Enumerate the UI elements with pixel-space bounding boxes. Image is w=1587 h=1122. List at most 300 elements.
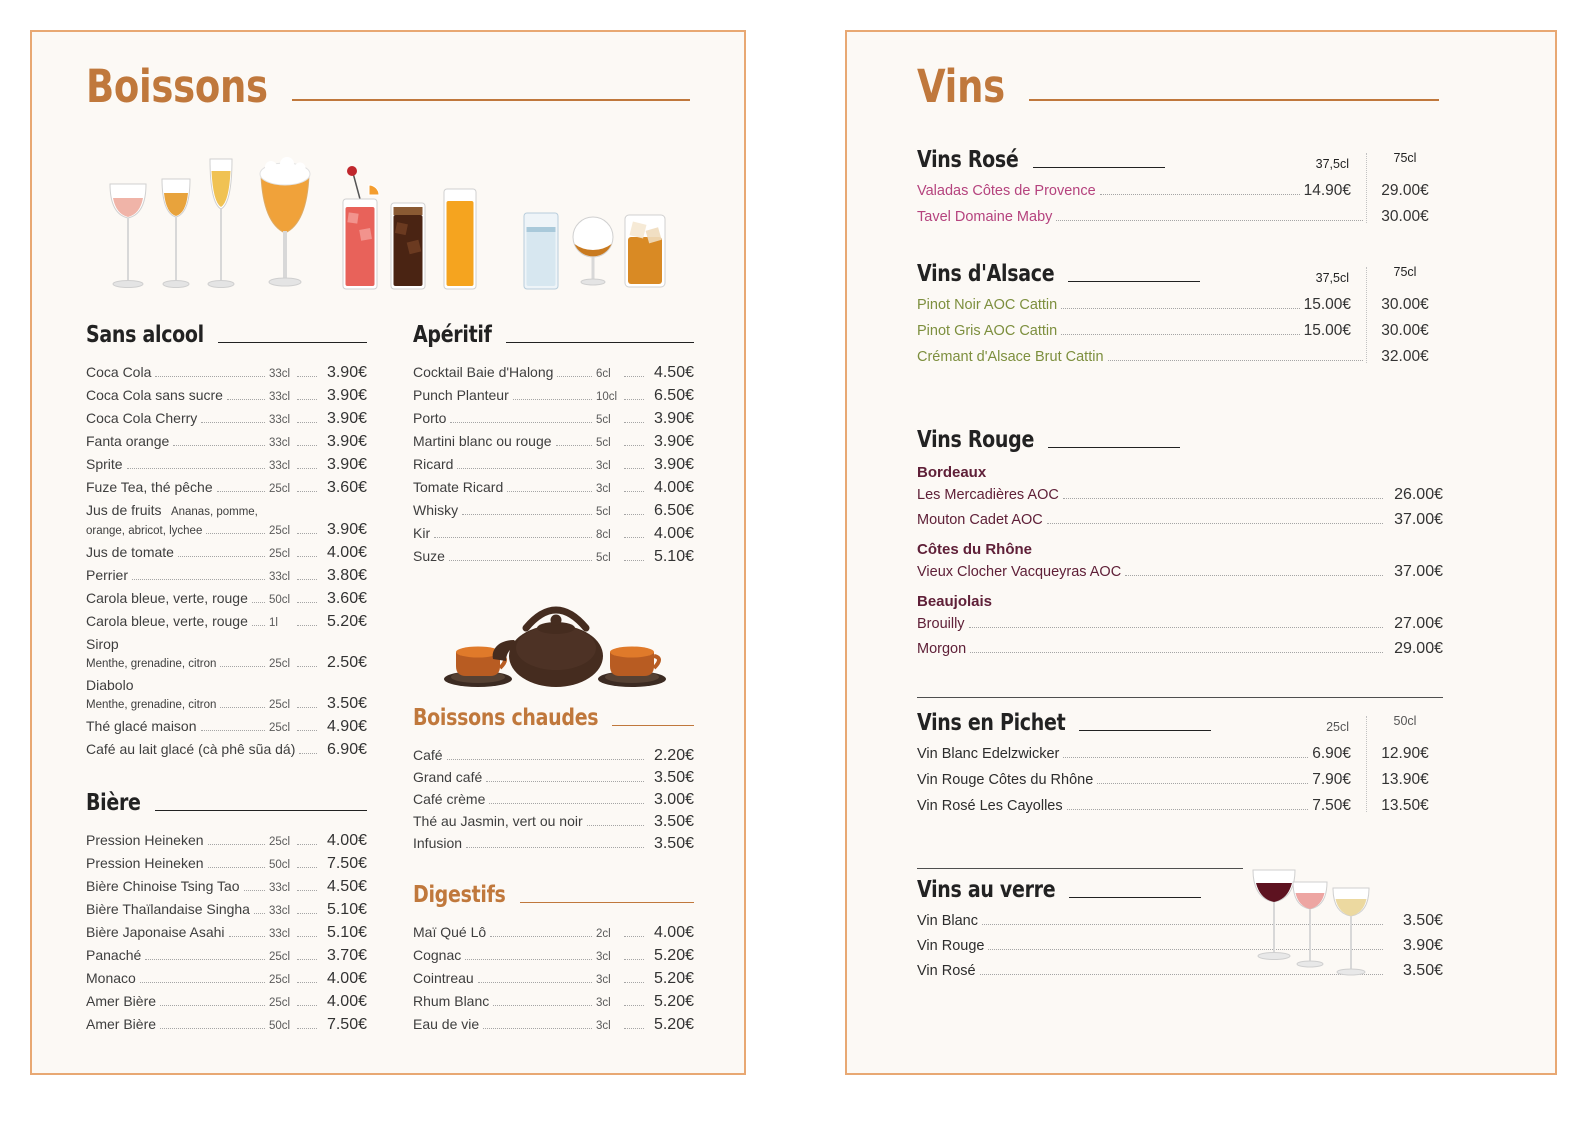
item-price: 37.00€	[1394, 511, 1443, 528]
menu-item-row	[86, 830, 367, 852]
dotted-leader	[624, 514, 644, 515]
item-price: 3.50€	[1402, 962, 1443, 979]
item-price: 5.20€	[653, 993, 694, 1010]
dotted-leader	[1047, 523, 1383, 524]
item-price: 29.00€	[1394, 640, 1443, 657]
dotted-leader	[217, 491, 265, 492]
group-title-beaujolais: Beaujolais	[917, 593, 993, 610]
item-price-col2: 30.00€	[1381, 322, 1429, 339]
menu-item-row	[86, 675, 367, 715]
beer-glass-icon	[260, 157, 310, 286]
dotted-leader	[490, 936, 592, 937]
item-volume: 25cl	[269, 722, 291, 734]
item-name: Carola bleue, verte, rouge	[86, 590, 248, 606]
item-name: Punch Planteur	[413, 387, 509, 403]
item-volume: 8cl	[596, 529, 611, 541]
item-price: 4.00€	[326, 993, 367, 1010]
item-name: Les Mercadières AOC	[917, 487, 1059, 503]
dotted-leader	[297, 376, 317, 377]
item-price: 5.20€	[653, 1016, 694, 1033]
dotted-leader	[489, 803, 644, 804]
item-price: 2.50€	[326, 654, 367, 671]
aperitif-header	[413, 321, 694, 348]
menu-item-row	[413, 477, 694, 499]
item-volume: 3cl	[596, 483, 611, 495]
item-price-col1: 15.00€	[1303, 322, 1351, 339]
water-glass-icon	[524, 213, 558, 289]
dotted-leader	[297, 982, 317, 983]
dotted-leader	[297, 890, 317, 891]
dotted-leader	[297, 1005, 317, 1006]
dotted-leader	[220, 666, 265, 667]
wine-item-row	[917, 207, 1443, 227]
item-price: 2.20€	[653, 747, 694, 764]
dotted-leader	[252, 602, 265, 603]
item-price: 6.90€	[326, 741, 367, 758]
item-price: 3.80€	[326, 567, 367, 584]
item-volume: 33cl	[269, 368, 291, 380]
item-detail-line	[86, 694, 367, 715]
menu-item-row	[86, 408, 367, 430]
column-header-75cl: 75cl	[1393, 265, 1417, 279]
dotted-leader	[507, 491, 592, 492]
dotted-leader	[229, 936, 265, 937]
item-name: Cointreau	[413, 970, 474, 986]
wine-item-row	[917, 936, 1443, 956]
item-name: Grand café	[413, 769, 483, 785]
digestifs-header	[413, 881, 694, 908]
item-name: Fanta orange	[86, 433, 170, 449]
title-rule	[292, 99, 690, 101]
dotted-leader	[1056, 220, 1363, 221]
menu-item-row	[413, 811, 694, 832]
vins-alsace-header	[917, 260, 1443, 287]
dotted-leader	[624, 445, 644, 446]
aperitif-list	[413, 362, 694, 568]
item-price: 3.90€	[653, 410, 694, 427]
menu-item-row	[86, 385, 367, 407]
dotted-leader	[1063, 757, 1308, 758]
item-price-col2: 30.00€	[1381, 208, 1429, 225]
item-price: 3.00€	[653, 791, 694, 808]
dotted-leader	[465, 959, 592, 960]
dotted-leader	[297, 730, 317, 731]
menu-item-row	[413, 833, 694, 854]
item-name: Brouilly	[917, 616, 965, 632]
item-price: 4.00€	[326, 832, 367, 849]
section-title-digestifs: Digestifs	[413, 881, 506, 908]
dotted-leader	[206, 533, 265, 534]
vins-pichet-header	[917, 709, 1443, 736]
dotted-leader	[447, 759, 644, 760]
section-title-biere: Bière	[86, 789, 141, 816]
section-vins-au-verre	[917, 876, 1443, 981]
menu-item-row	[86, 899, 367, 921]
item-name: Cocktail Baie d'Halong	[413, 364, 554, 380]
menu-item-row	[86, 500, 367, 541]
item-price: 5.20€	[653, 970, 694, 987]
dotted-leader	[297, 1028, 317, 1029]
item-price-col1: 7.50€	[1312, 797, 1351, 814]
item-price: 3.90€	[326, 410, 367, 427]
wine-item-row	[917, 295, 1443, 315]
dotted-leader	[970, 652, 1383, 653]
item-volume: 33cl	[269, 905, 291, 917]
right-column	[413, 321, 694, 1037]
dotted-leader	[297, 913, 317, 914]
item-volume: 25cl	[269, 997, 291, 1009]
menu-item-row	[86, 362, 367, 384]
item-name: Jus de tomate	[86, 544, 174, 560]
wine-item-row	[917, 485, 1443, 505]
item-price: 7.50€	[326, 855, 367, 872]
item-name: Amer Bière	[86, 1016, 157, 1032]
dotted-leader	[297, 445, 317, 446]
item-volume: 5cl	[596, 414, 611, 426]
section-title-boissons-chaudes: Boissons chaudes	[413, 704, 599, 731]
item-name: Perrier	[86, 567, 129, 583]
dotted-leader	[556, 445, 592, 446]
wine-item-row	[917, 961, 1443, 981]
item-note: Ananas, pomme,	[170, 506, 258, 518]
group-title-bordeaux: Bordeaux	[917, 464, 987, 481]
menu-item-row	[413, 991, 694, 1013]
dotted-leader	[297, 959, 317, 960]
item-name: Tavel Domaine Maby	[917, 209, 1053, 225]
dotted-leader	[244, 890, 265, 891]
item-name: Monaco	[86, 970, 136, 986]
menu-item-row	[86, 716, 367, 738]
dotted-leader	[132, 579, 265, 580]
wine-item-row	[917, 744, 1443, 764]
item-price: 3.90€	[326, 364, 367, 381]
item-name: Suze	[413, 548, 445, 564]
menu-item-row	[413, 745, 694, 766]
dotted-leader	[513, 399, 592, 400]
section-title-vins-rouge: Vins Rouge	[917, 426, 1035, 453]
item-name: Rhum Blanc	[413, 993, 490, 1009]
menu-item-row	[86, 565, 367, 587]
dotted-leader	[624, 399, 644, 400]
boissons-chaudes-list	[413, 745, 694, 854]
item-volume: 50cl	[269, 1020, 291, 1032]
wine-item-row	[917, 770, 1443, 790]
item-name: Coca Cola	[86, 364, 152, 380]
menu-item-row	[413, 546, 694, 568]
dotted-leader	[624, 537, 644, 538]
item-name: Café	[413, 747, 443, 763]
section-title-aperitif: Apéritif	[413, 321, 492, 348]
cola-glass-icon	[391, 203, 425, 289]
wine-item-row	[917, 562, 1443, 582]
dotted-leader	[297, 936, 317, 937]
dotted-leader	[478, 982, 592, 983]
item-price-col1: 15.00€	[1303, 296, 1351, 313]
item-price: 4.00€	[653, 924, 694, 941]
item-price: 3.90€	[326, 456, 367, 473]
dotted-leader	[297, 844, 317, 845]
item-price: 4.00€	[653, 525, 694, 542]
dotted-leader	[145, 959, 265, 960]
vins-rouge-header	[917, 426, 1443, 453]
item-price: 3.50€	[326, 695, 367, 712]
menu-item-row	[86, 588, 367, 610]
section-rule	[155, 810, 367, 811]
item-name: Café au lait glacé (cà phê sũa dá)	[86, 741, 296, 757]
item-volume: 25cl	[269, 658, 291, 670]
vins-rose-header	[917, 146, 1443, 173]
item-name: Tomate Ricard	[413, 479, 504, 495]
dotted-leader	[220, 707, 265, 708]
item-volume: 3cl	[596, 951, 611, 963]
sans-alcool-list	[86, 362, 367, 760]
item-name: Coca Cola Cherry	[86, 410, 198, 426]
menu-item-row	[86, 477, 367, 499]
biere-list	[86, 830, 367, 1036]
item-volume: 1l	[269, 617, 278, 629]
sherry-glass-icon	[162, 179, 190, 288]
vins-rose-list	[917, 181, 1443, 227]
item-name: Vieux Clocher Vacqueyras AOC	[917, 564, 1122, 580]
item-price-col2: 30.00€	[1381, 296, 1429, 313]
item-price: 27.00€	[1394, 615, 1443, 632]
dotted-leader	[297, 707, 317, 708]
teapot-photo	[413, 578, 694, 703]
menu-item-row	[413, 454, 694, 476]
dotted-leader	[988, 949, 1383, 950]
left-column	[86, 321, 367, 1037]
column-header-37-5cl: 37,5cl	[1315, 271, 1349, 285]
item-volume: 33cl	[269, 414, 291, 426]
item-price: 6.50€	[653, 502, 694, 519]
item-price-col2: 32.00€	[1381, 348, 1429, 365]
section-title-vins-au-verre: Vins au verre	[917, 876, 1056, 903]
item-name: Pinot Noir AOC Cattin	[917, 297, 1058, 313]
section-vins-rose	[917, 146, 1443, 227]
wine-item-row	[917, 181, 1443, 201]
wine-item-row	[917, 614, 1443, 634]
item-name: Crémant d'Alsace Brut Cattin	[917, 349, 1104, 365]
boissons-chaudes-header	[413, 704, 694, 731]
item-name: Pression Heineken	[86, 855, 204, 871]
item-price: 3.90€	[1402, 937, 1443, 954]
item-name: Porto	[413, 410, 447, 426]
right-teacup-icon	[598, 647, 666, 688]
item-price-col2: 12.90€	[1381, 745, 1429, 762]
item-volume: 3cl	[596, 974, 611, 986]
item-name: Diabolo	[86, 677, 134, 693]
dotted-leader	[201, 730, 265, 731]
boissons-header	[86, 60, 694, 113]
item-volume: 6cl	[596, 368, 611, 380]
item-volume: 25cl	[269, 951, 291, 963]
dotted-leader	[1097, 783, 1308, 784]
item-price: 3.50€	[653, 769, 694, 786]
column-header-75cl: 75cl	[1393, 151, 1417, 165]
brandy-snifter-icon	[573, 217, 613, 285]
menu-item-row	[413, 1014, 694, 1036]
wine-item-row	[917, 796, 1443, 816]
item-price: 3.50€	[653, 835, 694, 852]
dotted-leader	[1061, 334, 1299, 335]
item-price: 3.90€	[326, 433, 367, 450]
menu-item-row	[86, 945, 367, 967]
dotted-leader	[1108, 360, 1363, 361]
dotted-leader	[624, 1005, 644, 1006]
dotted-leader	[466, 847, 644, 848]
item-name: Kir	[413, 525, 431, 541]
menu-item-row	[413, 789, 694, 810]
item-name: Jus de fruits	[86, 502, 162, 518]
menu-item-row	[413, 968, 694, 990]
dotted-leader	[434, 537, 592, 538]
section-divider	[917, 697, 1443, 698]
dotted-leader	[160, 1028, 265, 1029]
section-divider	[917, 868, 1243, 869]
item-price-col1: 7.90€	[1312, 771, 1351, 788]
menu-item-row	[86, 991, 367, 1013]
item-subtext: Menthe, grenadine, citron	[86, 699, 217, 711]
vins-verre-list	[917, 911, 1443, 981]
dotted-leader	[624, 936, 644, 937]
item-name-line	[86, 634, 367, 653]
dotted-leader	[624, 491, 644, 492]
item-volume: 33cl	[269, 391, 291, 403]
item-price: 3.50€	[1402, 912, 1443, 929]
menu-item-row	[413, 500, 694, 522]
item-volume: 33cl	[269, 928, 291, 940]
dotted-leader	[297, 666, 317, 667]
dotted-leader	[252, 625, 265, 626]
menu-item-row	[86, 431, 367, 453]
page-title-boissons: Boissons	[86, 60, 268, 113]
menu-item-row	[86, 1014, 367, 1036]
section-rule	[218, 342, 367, 343]
section-title-vins-rose: Vins Rosé	[917, 146, 1019, 173]
dotted-leader	[624, 982, 644, 983]
item-price: 4.50€	[653, 364, 694, 381]
dotted-leader	[155, 376, 265, 377]
dotted-leader	[297, 491, 317, 492]
dotted-leader	[227, 399, 265, 400]
dotted-leader	[486, 781, 644, 782]
menu-item-row	[413, 431, 694, 453]
menu-item-row	[86, 634, 367, 674]
item-name: Vin Rouge Côtes du Rhône	[917, 772, 1094, 788]
page-boissons	[30, 30, 746, 1075]
item-name: Fuze Tea, thé pêche	[86, 479, 213, 495]
wine-item-row	[917, 639, 1443, 659]
item-volume: 2cl	[596, 928, 611, 940]
item-name: Mouton Cadet AOC	[917, 512, 1043, 528]
page-vins	[845, 30, 1557, 1075]
dotted-leader	[980, 974, 1383, 975]
item-price: 37.00€	[1394, 563, 1443, 580]
item-volume: 33cl	[269, 460, 291, 472]
menu-item-row	[86, 739, 367, 760]
item-price: 6.50€	[653, 387, 694, 404]
item-name: Eau de vie	[413, 1016, 480, 1032]
menu-item-row	[413, 945, 694, 967]
menu-item-row	[413, 362, 694, 384]
item-volume: 33cl	[269, 437, 291, 449]
item-price-col2: 29.00€	[1381, 182, 1429, 199]
dotted-leader	[493, 1005, 592, 1006]
item-name: Pression Heineken	[86, 832, 204, 848]
dotted-leader	[969, 627, 1383, 628]
teapot-illustration	[436, 578, 672, 698]
item-name: Infusion	[413, 835, 463, 851]
section-vins-alsace	[917, 260, 1443, 367]
red-cocktail-glass-icon	[343, 166, 379, 289]
item-volume: 25cl	[269, 483, 291, 495]
item-volume: 5cl	[596, 552, 611, 564]
item-volume: 25cl	[269, 548, 291, 560]
dotted-leader	[178, 556, 265, 557]
dotted-leader	[208, 844, 265, 845]
vins-verre-header	[917, 876, 1443, 903]
dotted-leader	[208, 867, 265, 868]
page-title-vins: Vins	[917, 60, 1005, 113]
rose-wine-glass-icon	[110, 184, 146, 288]
vins-pichet-list	[917, 744, 1443, 816]
dotted-leader	[127, 468, 265, 469]
item-price: 4.50€	[326, 878, 367, 895]
dotted-leader	[624, 376, 644, 377]
item-price: 3.60€	[326, 479, 367, 496]
dotted-leader	[297, 533, 317, 534]
menu-item-row	[86, 922, 367, 944]
item-volume: 33cl	[269, 571, 291, 583]
dotted-leader	[140, 982, 265, 983]
dotted-leader	[624, 1028, 644, 1029]
item-volume: 10cl	[596, 391, 618, 403]
dotted-leader	[297, 422, 317, 423]
item-price: 5.10€	[326, 924, 367, 941]
menu-item-row	[413, 523, 694, 545]
wine-item-row	[917, 911, 1443, 931]
dotted-leader	[297, 556, 317, 557]
section-rule	[1068, 281, 1200, 282]
dotted-leader	[1067, 809, 1309, 810]
item-subtext: Menthe, grenadine, citron	[86, 658, 217, 670]
item-volume: 25cl	[269, 974, 291, 986]
item-price-col1: 6.90€	[1312, 745, 1351, 762]
item-price: 3.90€	[326, 521, 367, 538]
item-detail-line	[86, 653, 367, 674]
cotes-du-rhone-list	[917, 562, 1443, 582]
dotted-leader	[297, 468, 317, 469]
dotted-leader	[483, 1028, 592, 1029]
orange-juice-glass-icon	[444, 189, 476, 289]
item-price: 5.20€	[653, 947, 694, 964]
section-rule	[506, 342, 694, 343]
item-name: Vin Rosé	[917, 963, 976, 979]
menu-item-row	[413, 922, 694, 944]
item-price: 3.70€	[326, 947, 367, 964]
item-price: 5.20€	[326, 613, 367, 630]
item-name: Panaché	[86, 947, 142, 963]
vins-alsace-list	[917, 295, 1443, 367]
group-title-cotes-du-rhone: Côtes du Rhône	[917, 541, 1032, 558]
item-volume: 3cl	[596, 1020, 611, 1032]
item-name: Cognac	[413, 947, 462, 963]
dotted-leader	[982, 924, 1383, 925]
section-vins-en-pichet	[917, 709, 1443, 816]
item-name: Vin Rouge	[917, 938, 985, 954]
item-volume: 25cl	[269, 836, 291, 848]
item-name: Bière Chinoise Tsing Tao	[86, 878, 240, 894]
